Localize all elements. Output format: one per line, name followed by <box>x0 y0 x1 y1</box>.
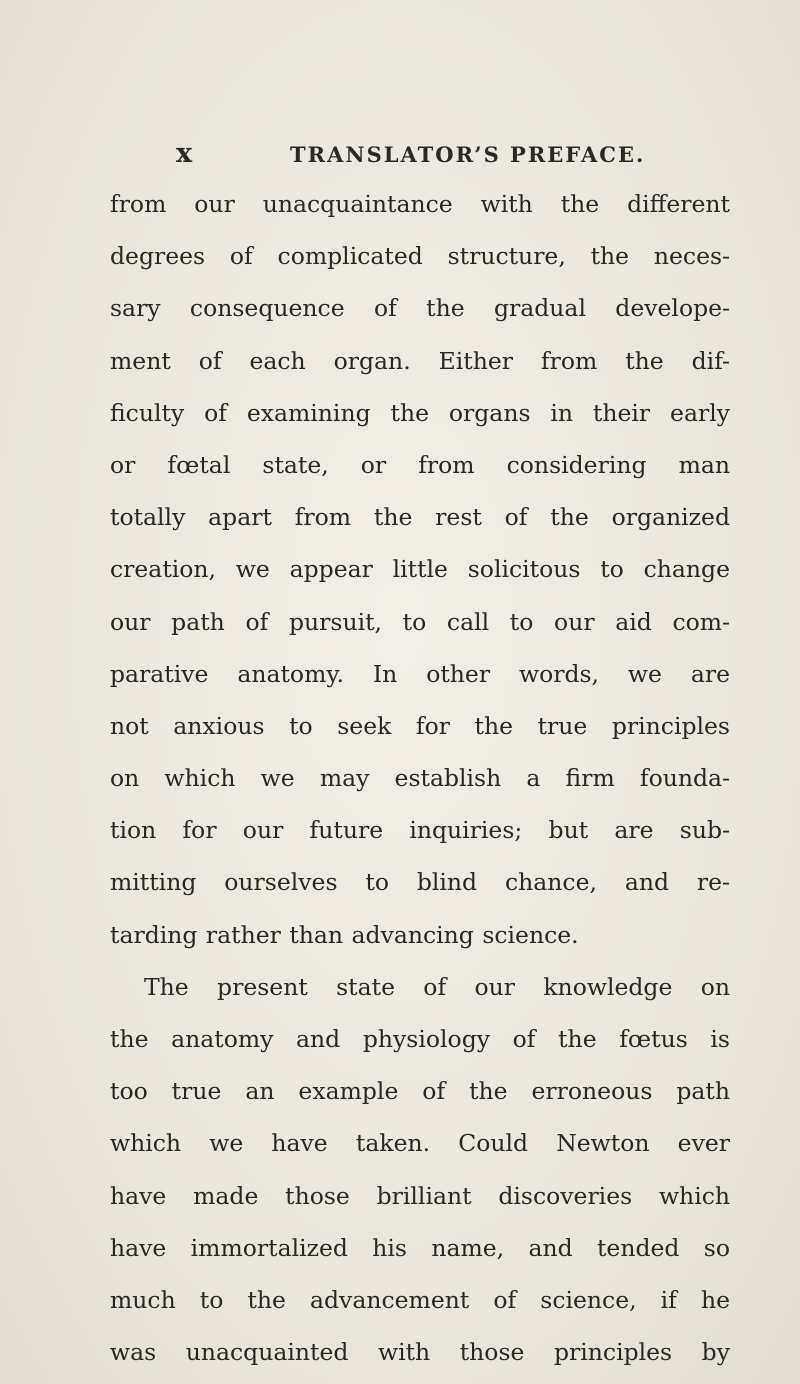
running-head: TRANSLATOR’S PREFACE. <box>290 142 646 167</box>
text-line: tion for our future inquiries; but are sub- <box>110 816 730 845</box>
paragraph-end-line: tarding rather than advancing science. <box>110 920 579 949</box>
text-line: mitting ourselves to blind chance, and re- <box>110 868 730 897</box>
text-line: or fœtal state, or from considering man <box>110 450 730 479</box>
text-line: much to the advancement of science, if he <box>110 1285 730 1314</box>
text-line: creation, we appear little solicitous to change <box>110 555 730 584</box>
text-line: degrees of complicated structure, the neces- <box>110 242 730 271</box>
paragraph-start-line: The present state of our knowledge on <box>144 972 730 1001</box>
text-line: our path of pursuit, to call to our aid com- <box>110 607 730 636</box>
text-line: the anatomy and physiology of the fœtus is <box>110 1025 730 1053</box>
text-line: was unacquainted with those principles by <box>110 1338 730 1367</box>
text-line: from our unacquaintance with the different <box>110 190 730 218</box>
text-line: too true an example of the erroneous path <box>110 1077 730 1106</box>
text-line: ficulty of examining the organs in their early <box>110 398 730 427</box>
text-line: have immortalized his name, and tended so <box>110 1233 730 1262</box>
body-text <box>110 178 730 1378</box>
text-line: parative anatomy. In other words, we are <box>110 659 730 688</box>
text-line: not anxious to seek for the true principles <box>110 711 730 740</box>
page-number: x <box>176 138 194 169</box>
text-line: which we have taken. Could Newton ever <box>110 1129 730 1158</box>
text-line: totally apart from the rest of the organized <box>110 503 730 532</box>
text-line: on which we may establish a firm founda- <box>110 764 730 793</box>
text-line: sary consequence of the gradual develope- <box>110 294 730 323</box>
text-line: have made those brilliant discoveries which <box>110 1181 730 1210</box>
page-header <box>0 138 800 178</box>
text-line: ment of each organ. Either from the dif- <box>110 346 730 375</box>
